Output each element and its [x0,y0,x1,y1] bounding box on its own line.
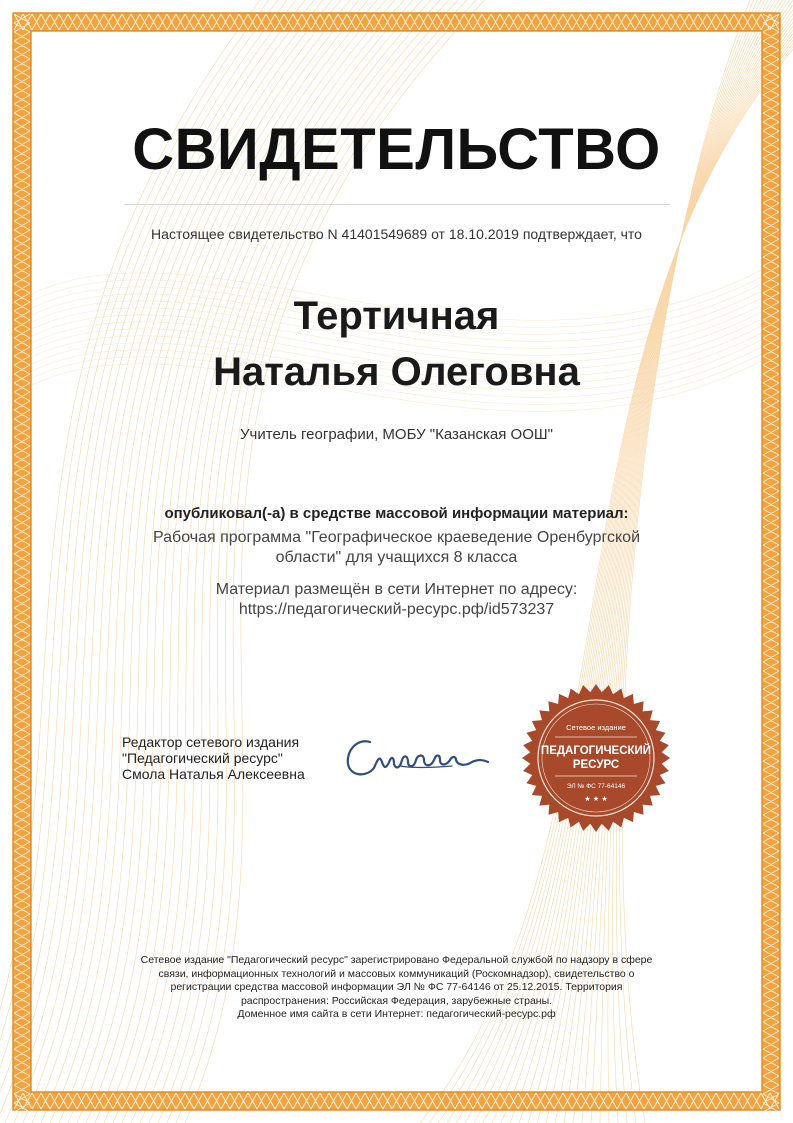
published-heading: опубликовал(-а) в средстве массовой информации материал: [164,505,629,522]
editor-block [122,734,332,782]
footer-line: регистрации средства массовой информации ЭЛ № ФС 77-64146 от 25.12.2015. Территория [170,981,623,993]
editor-signature [340,728,490,788]
location-label: Материал размещён в сети Интернет по адресу: [215,581,578,598]
material-location [140,580,653,620]
seal-name-line2: РЕСУРС [572,759,620,771]
publication-seal [521,683,671,833]
registration-footer [118,954,675,1022]
material-title [140,528,653,568]
footer-line: распространения: Российская Федерация, зарубежные страны. [240,994,553,1007]
footer-line: связи, информационных технологий и массовых коммуникаций (Роскомнадзор), свидетельство о [158,967,635,980]
editor-role: Редактор сетевого издания [122,734,300,750]
seal-stars: ★ ★ ★ [584,795,608,803]
material-line: области" для учащихся 8 класса [275,549,518,566]
seal-reg-number: ЭЛ № ФС 77-64146 [566,783,626,790]
editor-publication: "Педагогический ресурс" [122,750,283,766]
material-line: Рабочая программа "Географическое краеведение Оренбургской [152,529,640,546]
certificate-intro: Настоящее свидетельство N 41401549689 от 18.10.2019 подтверждает, что [151,226,642,242]
footer-line: Доменное имя сайта в сети Интернет: педагогический-ресурс.рф [237,1008,556,1020]
certificate-title: СВИДЕТЕЛЬСТВО [132,117,661,182]
material-url: https://педагогический-ресурс.рф/id573237 [238,601,555,618]
seal-rosette [522,684,670,832]
title-divider [124,204,670,205]
seal-top-text: Сетевое издание [566,723,626,732]
recipient-given-names: Наталья Олеговна [213,350,580,394]
recipient-position: Учитель географии, МОБУ "Казанская ООШ" [240,426,553,443]
editor-name: Смола Наталья Алексеевна [122,766,305,782]
seal-name-line1: ПЕДАГОГИЧЕСКИЙ [540,745,652,757]
footer-line: Сетевое издание "Педагогический ресурс" зарегистрировано Федеральной службой по надзору в сфере [140,954,653,966]
recipient-surname: Тертичная [293,294,500,338]
